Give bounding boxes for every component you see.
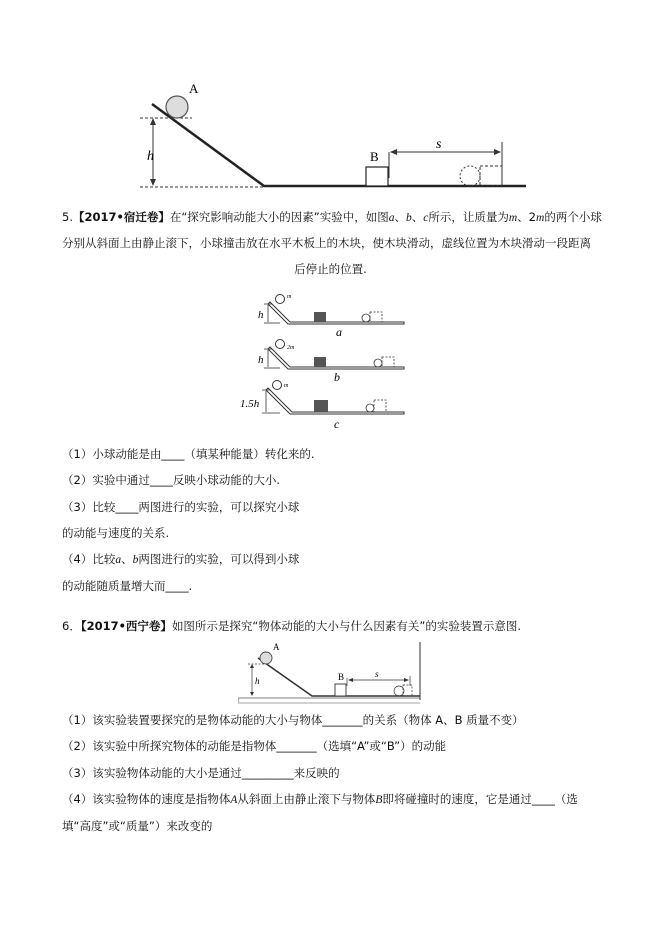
q5-sub2: （2）实验中通过____反映小球动能的大小. <box>62 473 280 487</box>
fig-b-height: h <box>258 354 264 366</box>
q5-figure-c <box>240 380 410 432</box>
top-incline-figure <box>140 80 540 195</box>
fig-b-mass: 2m <box>287 345 295 351</box>
fig-c-caption: c <box>334 417 340 431</box>
q5-sub3a: （3）比较____两图进行的实验，可以探究小球 <box>62 500 300 514</box>
q5-figure-b <box>250 335 410 385</box>
fig-b-caption: b <box>334 370 340 384</box>
ball-a-label: A <box>189 81 199 96</box>
q5-figure-a <box>250 290 410 340</box>
fig-b-block <box>314 357 326 367</box>
q6-line1: 6．【2017•西宁卷】如图所示是探究“物体动能的大小与什么因素有关”的实验装置示意图. <box>62 619 522 633</box>
q6-sub4b: 填“高度”或“质量”）来改变的 <box>62 819 213 833</box>
q6-sub2: （2）该实验中所探究物体的动能是指物体_______（选填“A”或“B”）的动能 <box>62 739 447 753</box>
q6-source: 【2017•西宁卷】 <box>80 619 172 633</box>
q6-block-b-label: B <box>338 672 345 682</box>
q6-sub1: （1）该实验装置要探究的是物体动能的大小与物体_______的关系（物体 A、B 质量不变） <box>62 713 524 727</box>
block-b <box>366 167 388 186</box>
fig-a-block <box>314 312 326 322</box>
q5-line1: 5.【2017•宿迁卷】在“探究影响动能大小的因素”实验中，如图a、b、c所示，让质量为m、2m的两个小球 <box>62 210 602 224</box>
q5-number: 5. <box>62 210 73 224</box>
q6-ball-a <box>260 652 272 664</box>
q5-line2: 分别从斜面上由静止滚下，小球撞击放在水平木板上的木块，使木块滑动，虚线位置为木块滑动一段距离 <box>62 236 591 250</box>
q5-sub4a: （4）比较a、b两图进行的实验，可以得到小球 <box>62 552 300 566</box>
q5-source: 【2017•宿迁卷】 <box>72 210 170 224</box>
ball-final-position <box>460 166 480 186</box>
fig-a-height: h <box>258 309 264 321</box>
block-final-position <box>480 166 502 186</box>
q5-sub3b: 的动能与速度的关系. <box>62 526 170 540</box>
q6-number: 6． <box>62 619 81 633</box>
distance-label: s <box>436 137 442 152</box>
fig-c-mass: m <box>284 383 289 389</box>
q6-sub4a: （4）该实验物体的速度是指物体A从斜面上由静止滚下与物体B即将碰撞时的速度，它是通过____（选 <box>62 792 578 806</box>
q5-sub1: （1）小球动能是由____（填某种能量）转化来的. <box>62 447 315 461</box>
q6-height-label: h <box>255 676 260 686</box>
q5-sub4c: 的动能随质量增大而____. <box>62 579 193 593</box>
fig-c-height: 1.5h <box>240 398 260 410</box>
fig-a-mass: m <box>287 294 292 300</box>
height-label: h <box>147 149 154 164</box>
q6-distance-label: s <box>375 669 379 679</box>
q5-line3: 后停止的位置. <box>294 262 367 276</box>
fig-a-caption: a <box>336 325 342 339</box>
ball-a <box>166 96 188 118</box>
q6-sub3: （3）该实验物体动能的大小是通过_________来反映的 <box>62 766 340 780</box>
q6-ball-a-label: A <box>273 642 280 652</box>
fig-c-block <box>314 400 328 412</box>
block-b-label: B <box>370 149 379 164</box>
q6-block-b <box>335 684 346 696</box>
q6-figure <box>238 640 428 705</box>
